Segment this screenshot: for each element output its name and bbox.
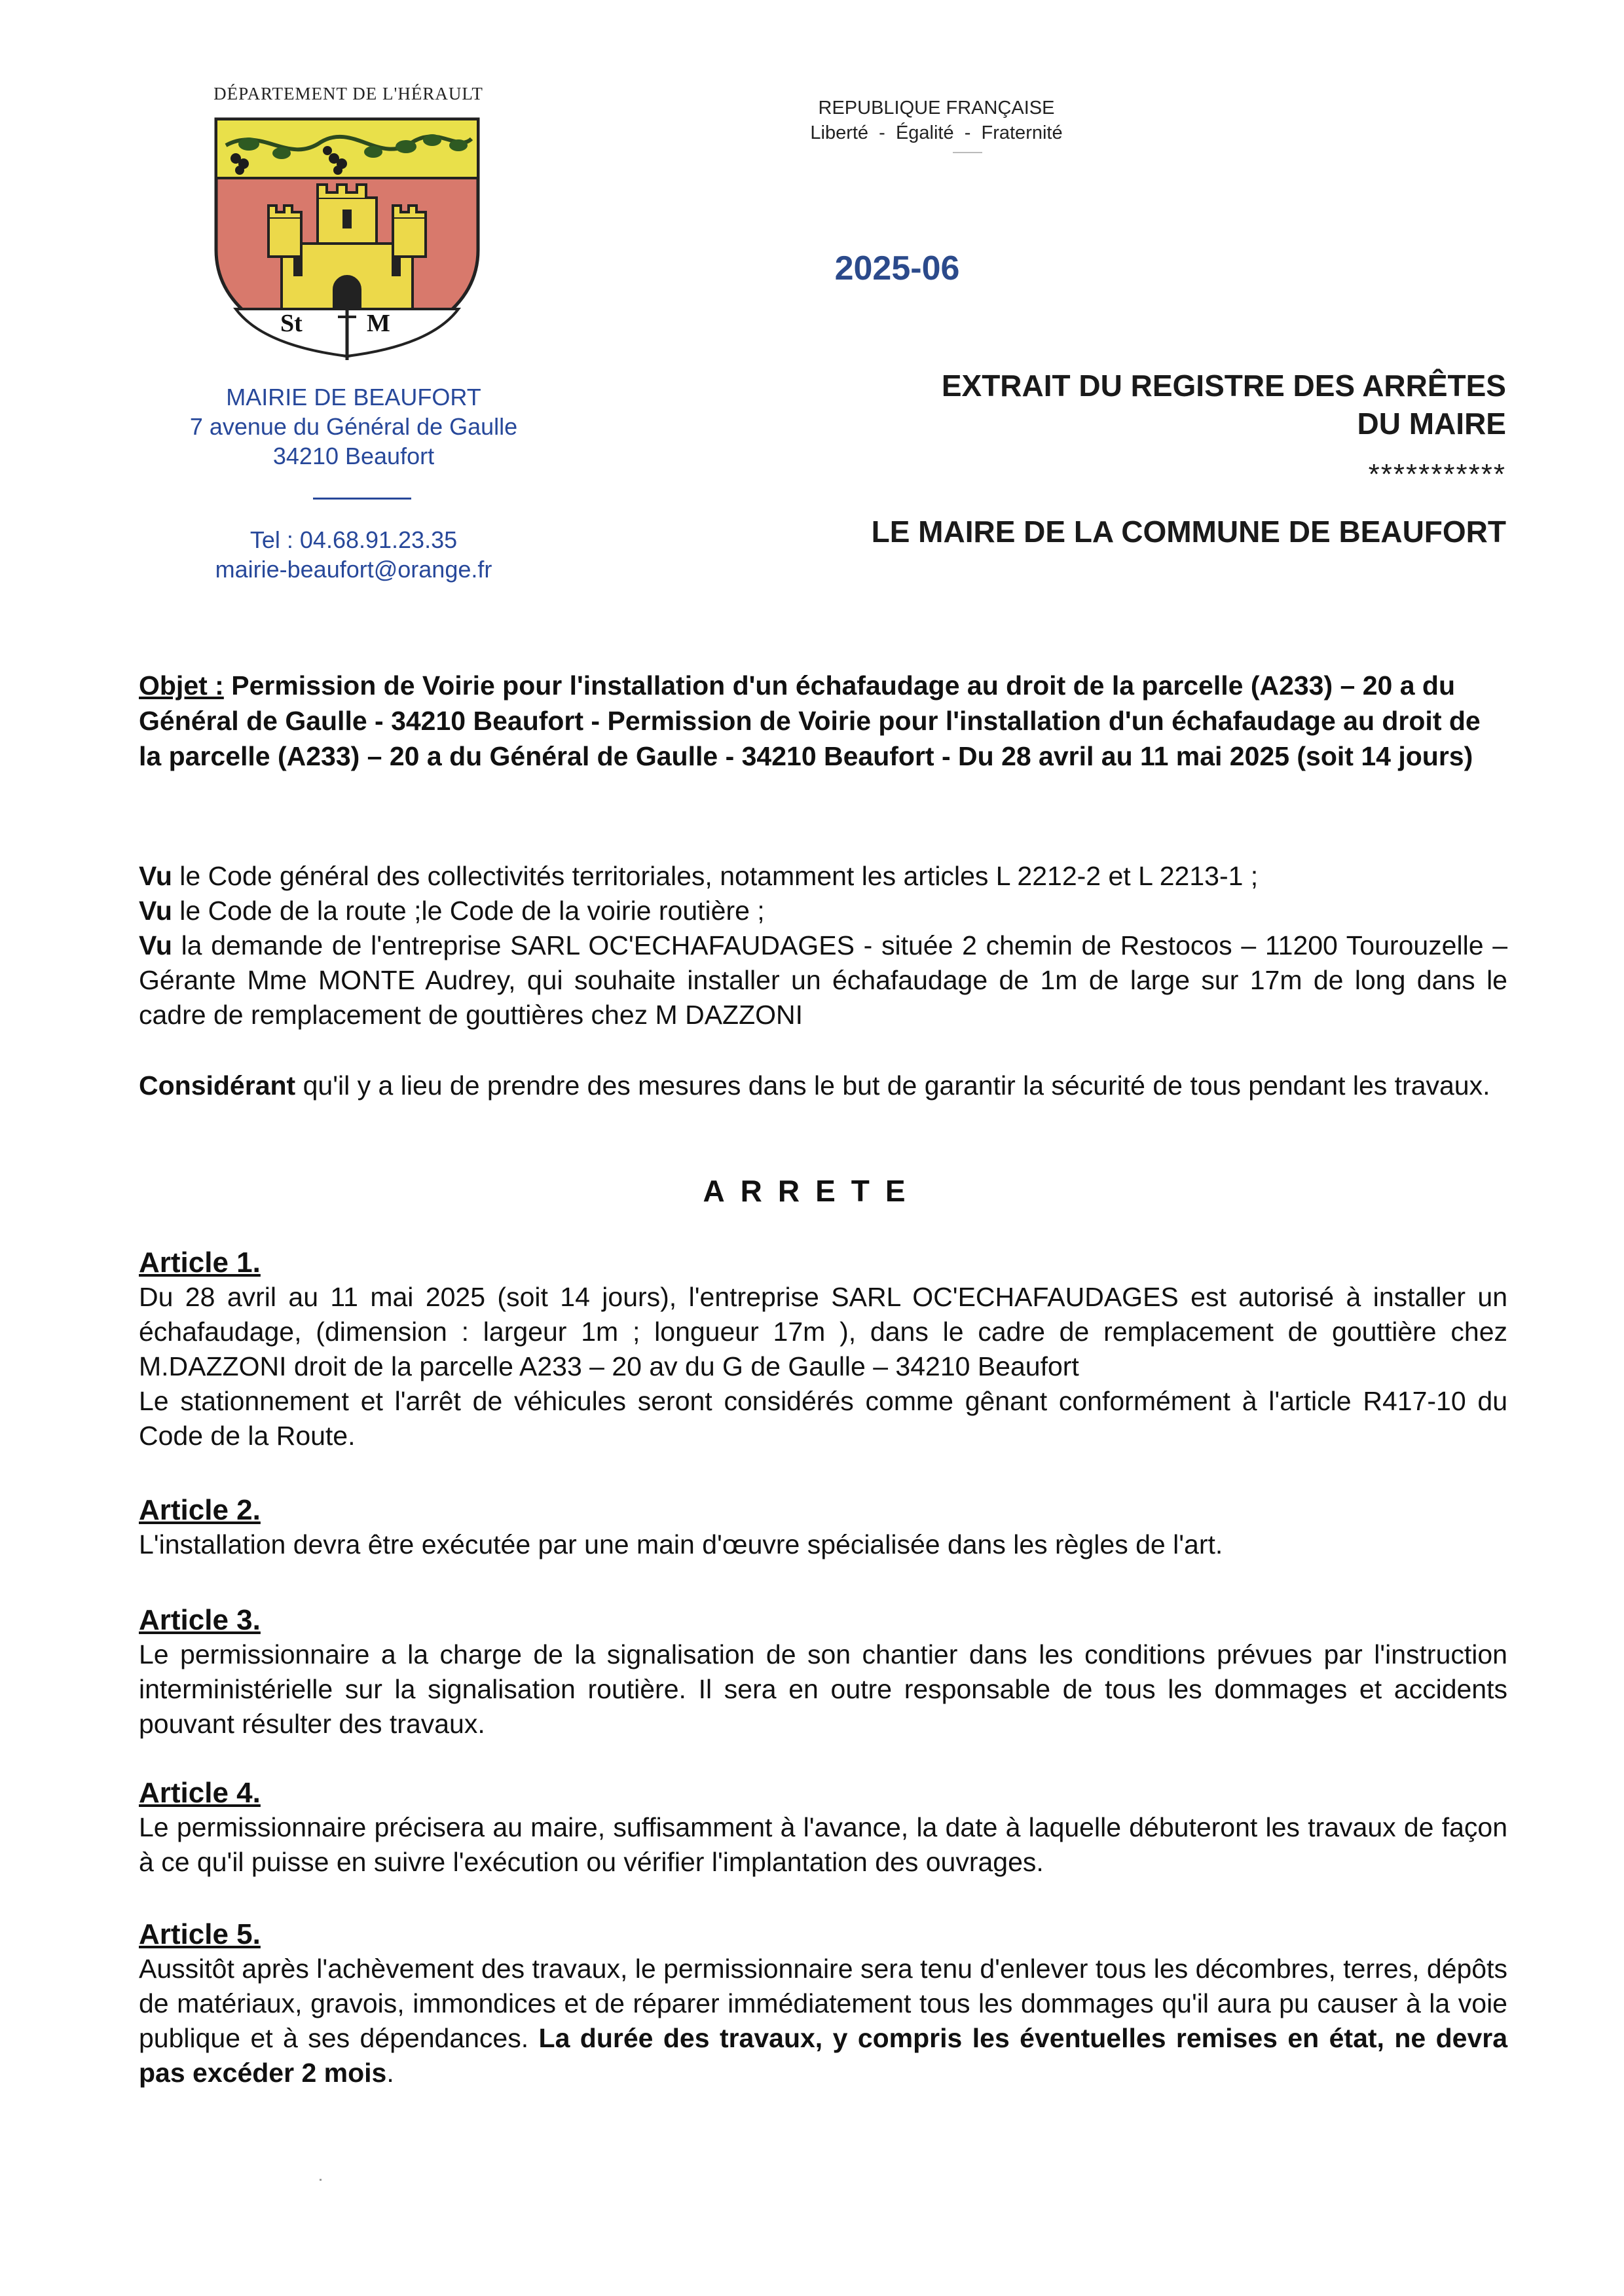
mairie-name: MAIRIE DE BEAUFORT <box>226 384 481 410</box>
article-title: Article 4. <box>139 1777 261 1809</box>
mairie-city: 34210 Beaufort <box>272 443 435 469</box>
article-title: Article 1. <box>139 1247 261 1279</box>
republique-block <box>753 96 1120 145</box>
visa-label: Vu <box>139 930 172 960</box>
arrete-number: 2025-06 <box>834 249 960 287</box>
article-title: Article 3. <box>139 1604 261 1636</box>
maire-heading: LE MAIRE DE LA COMMUNE DE BEAUFORT <box>871 515 1506 549</box>
article-4 <box>139 1776 1507 1880</box>
visa-text: le Code général des collectivités territoriales, notamment les articles L 2212-2 et L 2213-1 ; <box>172 861 1259 891</box>
article-paragraph <box>139 1952 1507 2090</box>
objet-text: Permission de Voirie pour l'installation d'un échafaudage au droit de la parcelle (A233) – 20 a du Général de Gaulle - 34210 Beaufort - Permission de Voirie pour l'installation d'un échafaudage au droit de la parcelle (A233) – 20 a du Général de Gaulle - 34210 Beaufort - Du 28 avril au 11 mai 2025 (soit 14 jours) <box>139 670 1481 771</box>
visa-text: la demande de l'entreprise SARL OC'ECHAFAUDAGES - située 2 chemin de Restocos – 11200 Tourouzelle – Gérante Mme MONTE Audrey, qui souhaite installer un échafaudage de 1m de large sur 17m de long dans le cadre de remplacement de gouttières chez M DAZZONI <box>139 930 1507 1030</box>
document-title-line2: DU MAIRE <box>1357 407 1506 441</box>
visa-label: Vu <box>139 896 172 926</box>
republique-devise: Liberté - Égalité - Fraternité <box>810 122 1063 143</box>
objet-label: Objet : <box>139 670 224 701</box>
visa-item <box>139 894 1507 928</box>
scan-speck <box>320 2179 322 2181</box>
visa-label: Vu <box>139 861 172 891</box>
article-3 <box>139 1603 1507 1741</box>
crest-letter-right: M <box>367 310 390 337</box>
visa-item <box>139 859 1507 894</box>
article-paragraph: L'installation devra être exécutée par une main d'œuvre spécialisée dans les règles de l'art. <box>139 1529 1223 1559</box>
article-text-bold: La durée des travaux, y compris les éventuelles remises en état, ne devra pas excéder 2 mois <box>139 2023 1507 2088</box>
department-label: DÉPARTEMENT DE L'HÉRAULT <box>213 84 483 103</box>
mairie-phone: Tel : 04.68.91.23.35 <box>249 526 458 553</box>
republique-title: REPUBLIQUE FRANÇAISE <box>818 98 1055 118</box>
article-paragraph: Le permissionnaire précisera au maire, suffisamment à l'avance, la date à laquelle débuteront les travaux de façon à ce qu'il puisse en suivre l'exécution ou vérifier l'implantation des ouvrages. <box>139 1812 1507 1877</box>
star-separator: *********** <box>1368 458 1506 490</box>
coat-of-arms <box>210 113 485 361</box>
article-text-end: . <box>386 2058 394 2088</box>
arrete-heading: ARRETE <box>703 1174 921 1208</box>
considerant-block <box>139 1068 1507 1103</box>
document-title-line1: EXTRAIT DU REGISTRE DES ARRÊTES <box>941 369 1506 403</box>
mairie-address <box>151 382 557 471</box>
article-paragraph: Le permissionnaire a la charge de la signalisation de son chantier dans les conditions prévues par l'instruction interministérielle sur la signalisation routière. Il sera en outre responsable de tous les dommages et accidents pouvant résulter des travaux. <box>139 1639 1507 1739</box>
article-paragraph: Du 28 avril au 11 mai 2025 (soit 14 jours), l'entreprise SARL OC'ECHAFAUDAGES est autorisé à installer un échafaudage, (dimension : largeur 1m ; longueur 17m ), dans le cadre de remplacement de gouttière chez M.DAZZONI droit de la parcelle A233 – 20 av du G de Gaulle – 34210 Beaufort <box>139 1282 1507 1381</box>
article-5 <box>139 1917 1507 2090</box>
mairie-contact <box>151 525 557 584</box>
article-title: Article 2. <box>139 1494 261 1526</box>
visas-block <box>139 859 1507 1032</box>
mairie-email: mairie-beaufort@orange.fr <box>215 556 492 583</box>
document-title <box>786 367 1506 443</box>
crest-letter-left: St <box>280 310 303 337</box>
visa-text: le Code de la route ;le Code de la voirie routière ; <box>172 896 765 926</box>
visa-item <box>139 928 1507 1032</box>
address-divider <box>313 498 411 500</box>
article-text: Aussitôt après l'achèvement des travaux, le permissionnaire sera tenu d'enlever tous les décombres, terres, dépôts de matériaux, gravois, immondices et de réparer immédiatement tous les dommages qu'il aura pu causer à la voie publique et à ses dépendances. <box>139 1954 1507 2053</box>
republique-divider <box>953 152 982 153</box>
considerant-text: qu'il y a lieu de prendre des mesures dans le but de garantir la sécurité de tous pendant les travaux. <box>295 1070 1490 1101</box>
article-title: Article 5. <box>139 1918 261 1950</box>
mairie-street: 7 avenue du Général de Gaulle <box>189 413 518 440</box>
objet-block <box>139 668 1507 774</box>
article-paragraph: Le stationnement et l'arrêt de véhicules seront considérés comme gênant conformément à l'article R417-10 du Code de la Route. <box>139 1386 1507 1451</box>
article-2 <box>139 1493 1507 1562</box>
considerant-label: Considérant <box>139 1070 296 1101</box>
article-1 <box>139 1245 1507 1453</box>
